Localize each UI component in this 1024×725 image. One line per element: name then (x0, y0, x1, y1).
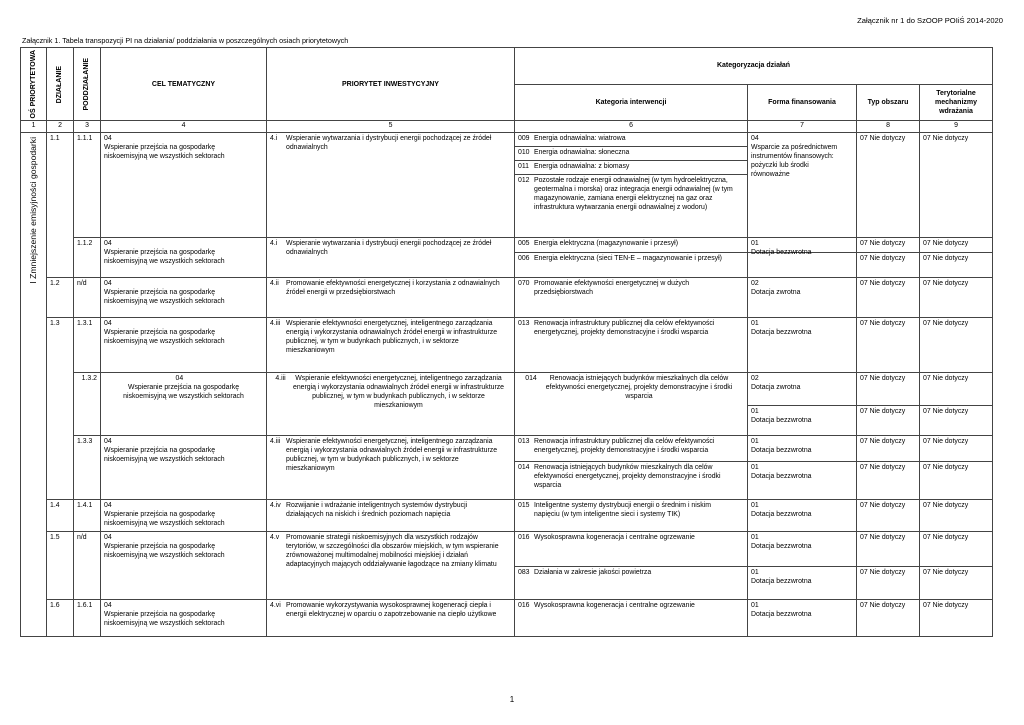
category-cell: 070 Promowanie efektywności energetycznej w dużych przedsiębiorstwach (515, 278, 748, 318)
priority-cell: 4.i Wspieranie wytwarzania i dystrybucji energii pochodzącej ze źródeł odnawialnych (267, 238, 515, 278)
objective-cell: 04Wspieranie przejścia na gospodarkę niskoemisyjną we wszystkich sektorach (101, 532, 267, 600)
priority-cell: 4.iv Rozwijanie i wdrażanie inteligentnych systemów dystrybucji działających na niskich i średnich poziomach napięcia (267, 500, 515, 532)
poddzialanie-cell: 1.3.3 (74, 436, 101, 500)
poddzialanie-cell: 1.1.1 (74, 133, 101, 238)
dzialanie-cell: 1.4 (47, 500, 74, 532)
table-row (21, 318, 993, 373)
territorial-cell: 07 Nie dotyczy (920, 133, 993, 238)
col-number: 5 (267, 121, 515, 133)
col-number: 8 (857, 121, 920, 133)
table-row (21, 278, 993, 318)
poddzialanie-cell: 1.6.1 (74, 600, 101, 637)
poddzialanie-cell: 1.3.1 (74, 318, 101, 373)
poddzialanie-cell: 1.1.2 (74, 238, 101, 278)
territorial-cell: 07 Nie dotyczy (920, 318, 993, 373)
header-kategoryzacja: Kategoryzacja działań (515, 48, 993, 85)
finance-cell: 02Dotacja zwrotna (748, 278, 857, 318)
territorial-cell: 07 Nie dotyczy (920, 278, 993, 318)
territorial-cell: 07 Nie dotyczy 07 Nie dotyczy (920, 532, 993, 600)
header-cel: CEL TEMATYCZNY (101, 48, 267, 121)
priority-cell: 4.vi Promowanie wykorzystywania wysokosprawnej kogeneracji ciepła i energii elektrycznej w oparciu o zapotrzebowanie na ciepło użytkowe (267, 600, 515, 637)
area-cell: 07 Nie dotyczy (857, 600, 920, 637)
priority-cell: 4.iii Wspieranie efektywności energetycznej, inteligentnego zarządzania energią i wykorzystania odnawialnych źródeł energii w infrastrukturze publicznej, w tym w budynkach publicznych, i w sektorze mieszkaniowym (267, 373, 515, 436)
priority-cell: 4.v Promowanie strategii niskoemisyjnych dla wszystkich rodzajów terytoriów, w szczególności dla obszarów miejskich, w tym wspieranie zrównoważonej multimodalnej mobilności miejskiej i działań adaptacyjnych mających oddziaływanie łagodzące na zmiany klimatu (267, 532, 515, 600)
header-os: OŚ PRIORYTETOWA (21, 48, 47, 121)
table-row (21, 500, 993, 532)
category-cell: 016 Wysokosprawna kogeneracja i centralne ogrzewanie (515, 600, 748, 637)
table-row (21, 133, 993, 238)
objective-cell: 04Wspieranie przejścia na gospodarkę niskoemisyjną we wszystkich sektorach (101, 600, 267, 637)
col-number: 2 (47, 121, 74, 133)
area-cell: 07 Nie dotyczy 07 Nie dotyczy (857, 532, 920, 600)
finance-cell: 01Dotacja bezzwrotna 01Dotacja bezzwrotna (748, 532, 857, 600)
objective-cell: 04Wspieranie przejścia na gospodarkę niskoemisyjną we wszystkich sektorach (101, 318, 267, 373)
col-number: 7 (748, 121, 857, 133)
category-cell: 009 Energia odnawialna: wiatrowa 010 Energia odnawialna: słoneczna 011 Energia odnawialna: z biomasy 012 Pozostałe rodzaje energii odnawialnej (w tym hydroelektryczna, geotermalna i morska) oraz integracja energii odnawialnej (w tym magazynowanie, zamiana energii elektrycznej na gaz oraz infrastruktura wytwarzania energii odnawialnej z wodoru) (515, 133, 748, 238)
area-cell: 07 Nie dotyczy (857, 133, 920, 238)
area-cell: 07 Nie dotyczy (857, 500, 920, 532)
finance-cell: 01Dotacja bezzwrotna (748, 238, 857, 278)
col-number: 1 (21, 121, 47, 133)
header-typ: Typ obszaru (857, 84, 920, 121)
priority-cell: 4.ii Promowanie efektywności energetycznej i korzystania z odnawialnych źródeł energii w przedsiębiorstwach (267, 278, 515, 318)
header-terytorialne: Terytorialne mechanizmy wdrażania (920, 84, 993, 121)
finance-cell: 02Dotacja zwrotna 01Dotacja bezzwrotna (748, 373, 857, 436)
objective-cell: 04Wspieranie przejścia na gospodarkę niskoemisyjną we wszystkich sektorach (101, 133, 267, 238)
col-number: 3 (74, 121, 101, 133)
axis-label: I Zmniejszenie emisyjności gospodarki (27, 137, 38, 285)
finance-cell: 01Dotacja bezzwrotna (748, 318, 857, 373)
poddzialanie-cell: n/d (74, 532, 101, 600)
objective-cell: 04Wspieranie przejścia na gospodarkę niskoemisyjną we wszystkich sektorach (101, 500, 267, 532)
table-caption: Załącznik 1. Tabela transpozycji PI na działania/ poddziałania w poszczególnych osiach priorytetowych (22, 36, 349, 45)
dzialanie-cell: 1.2 (47, 278, 74, 318)
category-cell: 015 Inteligentne systemy dystrybucji energii o średnim i niskim napięciu (w tym inteligentne sieci i systemy TIK) (515, 500, 748, 532)
priority-cell: 4.iii Wspieranie efektywności energetycznej, inteligentnego zarządzania energią i wykorzystania odnawialnych źródeł energii w infrastrukturze publicznej, w tym w budynkach publicznych, i w sektorze mieszkaniowym (267, 436, 515, 500)
header-priorytet: PRIORYTET INWESTYCYJNY (267, 48, 515, 121)
page-number: 1 (509, 695, 515, 704)
poddzialanie-cell: 1.3.2 (74, 373, 101, 436)
territorial-cell: 07 Nie dotyczy (920, 500, 993, 532)
col-number: 6 (515, 121, 748, 133)
table-row (21, 436, 993, 500)
area-cell: 07 Nie dotyczy (857, 278, 920, 318)
poddzialanie-cell: n/d (74, 278, 101, 318)
territorial-cell: 07 Nie dotyczy 07 Nie dotyczy (920, 373, 993, 436)
area-cell: 07 Nie dotyczy 07 Nie dotyczy (857, 436, 920, 500)
area-cell: 07 Nie dotyczy 07 Nie dotyczy (857, 238, 920, 278)
header-kategoria: Kategoria interwencji (515, 84, 748, 121)
table-row (21, 600, 993, 637)
objective-cell: 04Wspieranie przejścia na gospodarkę niskoemisyjną we wszystkich sektorach (101, 436, 267, 500)
priority-cell: 4.i Wspieranie wytwarzania i dystrybucji energii pochodzącej ze źródeł odnawialnych (267, 133, 515, 238)
category-cell: 013 Renowacja infrastruktury publicznej dla celów efektywności energetycznej, projekty demonstracyjne i środki wsparcia (515, 318, 748, 373)
axis-cell (21, 133, 47, 637)
territorial-cell: 07 Nie dotyczy (920, 600, 993, 637)
header-poddzialanie: PODDZIAŁANIE (74, 48, 101, 121)
category-cell: 005 Energia elektryczna (magazynowanie i przesył) 006 Energia elektryczna (sieci TEN-E – magazynowanie i przesył) (515, 238, 748, 278)
category-cell: 013 Renowacja infrastruktury publicznej dla celów efektywności energetycznej, projekty demonstracyjne i środki wsparcia 014 Renowacja istniejących budynków mieszkalnych dla celów efektywności energetycznej, projekty demonstracyjne i środki wsparcia (515, 436, 748, 500)
header-dzialanie: DZIAŁANIE (47, 48, 74, 121)
table-row (21, 238, 993, 278)
transposition-table (20, 47, 993, 637)
territorial-cell: 07 Nie dotyczy 07 Nie dotyczy (920, 436, 993, 500)
area-cell: 07 Nie dotyczy (857, 318, 920, 373)
document-reference: Załącznik nr 1 do SzOOP POIiŚ 2014-2020 (857, 16, 1003, 25)
dzialanie-cell: 1.6 (47, 600, 74, 637)
poddzialanie-cell: 1.4.1 (74, 500, 101, 532)
finance-cell: 01Dotacja bezzwrotna 01Dotacja bezzwrotna (748, 436, 857, 500)
column-number-row (21, 121, 993, 133)
header-forma: Forma finansowania (748, 84, 857, 121)
category-cell: 016 Wysokosprawna kogeneracja i centralne ogrzewanie 083 Działania w zakresie jakości powietrza (515, 532, 748, 600)
table-row (21, 532, 993, 600)
finance-cell: 01Dotacja bezzwrotna (748, 500, 857, 532)
dzialanie-cell: 1.5 (47, 532, 74, 600)
table-row (21, 373, 993, 436)
objective-cell: 04Wspieranie przejścia na gospodarkę niskoemisyjną we wszystkich sektorach (101, 238, 267, 278)
col-number: 4 (101, 121, 267, 133)
col-number: 9 (920, 121, 993, 133)
territorial-cell: 07 Nie dotyczy 07 Nie dotyczy (920, 238, 993, 278)
finance-cell: 04Wsparcie za pośrednictwem instrumentów finansowych: pożyczki lub środki równoważne (748, 133, 857, 238)
dzialanie-cell: 1.1 (47, 133, 74, 278)
priority-cell: 4.iii Wspieranie efektywności energetycznej, inteligentnego zarządzania energią i wykorzystania odnawialnych źródeł energii w infrastrukturze publicznej, w tym w budynkach publicznych, i w sektorze mieszkaniowym (267, 318, 515, 373)
area-cell: 07 Nie dotyczy 07 Nie dotyczy (857, 373, 920, 436)
finance-cell: 01Dotacja bezzwrotna (748, 600, 857, 637)
objective-cell: 04Wspieranie przejścia na gospodarkę niskoemisyjną we wszystkich sektorach (101, 278, 267, 318)
category-cell: 014 Renowacja istniejących budynków mieszkalnych dla celów efektywności energetycznej, projekty demonstracyjne i środki wsparcia (515, 373, 748, 436)
objective-cell: 04Wspieranie przejścia na gospodarkę niskoemisyjną we wszystkich sektorach (101, 373, 267, 436)
dzialanie-cell: 1.3 (47, 318, 74, 500)
